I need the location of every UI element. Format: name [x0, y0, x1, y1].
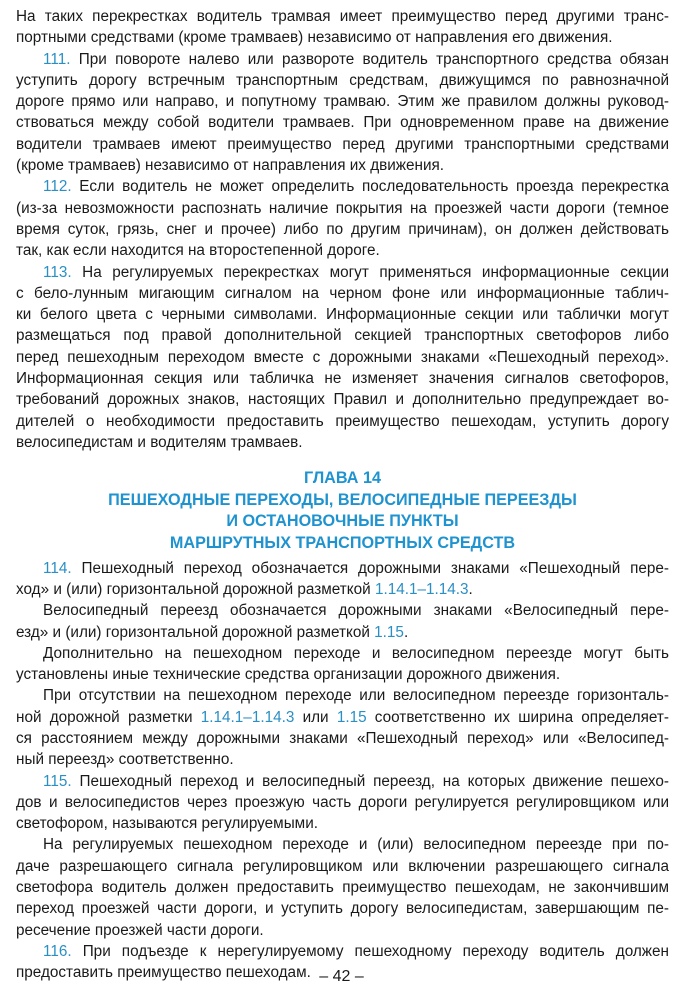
line-text: перед пешеходным переходом вместе с дорожными знаками «Пешеходный переход». — [16, 348, 669, 366]
line-text: . — [403, 623, 409, 641]
text-line — [16, 898, 669, 919]
paragraph — [16, 685, 669, 770]
text-line — [16, 792, 669, 813]
paragraph — [16, 600, 669, 643]
text-line — [16, 558, 669, 579]
text-line — [16, 877, 669, 898]
line-text: Если водитель не может определить последовательность проезда перекрестка — [71, 178, 669, 196]
line-text: ход» и (или) горизонтальной дорожной разметкой — [16, 580, 375, 598]
clause-number: 112. — [43, 178, 72, 196]
chapter-heading — [16, 468, 669, 554]
text-line — [16, 176, 669, 197]
text-line — [16, 856, 669, 877]
line-text: На таких перекрестках водитель трамвая имеет преимущество перед другими транс- — [16, 8, 669, 25]
line-text: светофора водитель должен предоставить преимущество пешеходам, не закончившим — [16, 879, 669, 897]
text-line — [16, 91, 669, 112]
line-text: уступить дорогу встречным транспортным средствам, движущимся по равнозначной — [16, 71, 669, 89]
text-line — [16, 198, 669, 219]
line-text: Пешеходный переход обозначается дорожными знаками «Пешеходный пере- — [71, 559, 669, 577]
document-page — [16, 6, 669, 984]
paragraph — [16, 176, 669, 261]
chapter-heading-line: ГЛАВА 14 — [304, 469, 381, 488]
line-text: даче разрешающего сигнала регулировщиком или включении разрешающего сигнала — [16, 857, 669, 875]
text-line — [16, 49, 669, 70]
text-line — [16, 304, 669, 325]
line-text: светофором, называются регулируемыми. — [16, 815, 318, 833]
line-text: (кроме трамваев) независимо от направления их движения. — [16, 157, 445, 175]
line-text: (из-за невозможности распознать наличие покрытия на проезжей части дороги (темное — [16, 199, 669, 217]
clause-number: 116. — [43, 942, 72, 960]
line-text: требований дорожных знаков, настоящих Правил и дополнительно предупреждает во- — [16, 391, 669, 409]
line-text: ся расстоянием между дорожными знаками «Пешеходный переход» или «Велосипед- — [16, 729, 669, 747]
text-line — [16, 728, 669, 749]
line-text: дороге прямо или направо, и попутному трамваю. Этим же правилом должны руковод- — [16, 93, 669, 111]
chapter-heading-line: ПЕШЕХОДНЫЕ ПЕРЕХОДЫ, ВЕЛОСИПЕДНЫЕ ПЕРЕЕЗДЫ — [108, 490, 577, 509]
line-text: При отсутствии на пешеходном переходе или велосипедном переезде горизонталь- — [43, 687, 669, 705]
paragraph — [16, 834, 669, 940]
line-text: так, как если находится на второстепенной дороге. — [16, 242, 380, 260]
text-line — [16, 240, 669, 261]
text-line — [16, 283, 669, 304]
line-text: Дополнительно на пешеходном переходе и велосипедном переезде могут быть — [43, 644, 669, 662]
chapter-heading-line: МАРШРУТНЫХ ТРАНСПОРТНЫХ СРЕДСТВ — [169, 534, 516, 553]
line-text: предоставить преимущество пешеходам. — [16, 964, 311, 982]
line-text: Велосипедный переезд обозначается дорожными знаками «Велосипедный пере- — [43, 602, 669, 620]
line-text: Информационная секция или табличка не изменяет значения сигналов светофоров, — [16, 370, 669, 388]
clause-number: 115. — [43, 772, 72, 790]
line-text: езд» и (или) горизонтальной дорожной разметкой — [16, 623, 375, 641]
line-text: портными средствами (кроме трамваев) независимо от направления его движения. — [16, 29, 613, 47]
line-text: При подъезде к нерегулируемому пешеходному переходу водитель должен — [71, 942, 669, 960]
line-text: с бело-лунным мигающим сигналом на черном фоне или информационные таблич- — [16, 284, 669, 302]
text-line — [16, 771, 669, 792]
paragraph — [16, 6, 669, 49]
line-text: водители трамваев имеют преимущество перед другими транспортными средствами — [16, 135, 669, 153]
line-text: размещаться под правой дополнительной секцией транспортных светофоров либо — [16, 327, 669, 345]
text-line — [16, 643, 669, 664]
line-text: дов и велосипедистов через проезжую часть дороги регулируется регулировщиком или — [16, 793, 669, 811]
paragraph — [16, 558, 669, 601]
line-text: велосипедистам и водителям трамваев. — [16, 433, 303, 451]
text-line — [16, 155, 669, 176]
line-text: ный переезд» соответственно. — [16, 751, 234, 769]
text-line — [16, 411, 669, 432]
line-text: дителей о необходимости предоставить преимущество пешеходам, уступить дорогу — [16, 412, 669, 430]
text-line — [16, 6, 669, 27]
line-text: ной дорожной разметки — [16, 708, 201, 726]
clause-number: 113. — [43, 263, 72, 281]
text-line — [16, 707, 669, 728]
line-text: ствоваться между собой водители трамваев. При одновременном праве на движение — [16, 114, 669, 132]
line-text: переход проезжей части дороги, и уступить дорогу велосипедистам, завершающим пе- — [16, 900, 669, 918]
text-line — [16, 27, 669, 48]
text-line — [16, 664, 669, 685]
clause-number: 111. — [43, 50, 71, 68]
text-line — [16, 325, 669, 346]
text-line — [16, 813, 669, 834]
text-line — [16, 389, 669, 410]
line-text: или — [294, 708, 337, 726]
text-line — [16, 622, 669, 643]
paragraph — [16, 262, 669, 454]
text-line — [16, 368, 669, 389]
line-text: . — [468, 580, 473, 598]
marking-reference: 1.14.1–1.14.3 — [374, 580, 469, 598]
chapter-heading-line: И ОСТАНОВОЧНЫЕ ПУНКТЫ — [226, 512, 459, 531]
line-text: ресечение проезжей части дороги. — [16, 921, 264, 939]
text-line — [16, 134, 669, 155]
text-line — [16, 112, 669, 133]
text-line — [16, 432, 669, 453]
line-text: Пешеходный переход и велосипедный переезд, на которых движение пешехо- — [71, 772, 669, 790]
marking-reference: 1.15 — [374, 623, 404, 641]
text-line — [16, 600, 669, 621]
line-text: На регулируемых пешеходном переходе и (или) велосипедном переезде при по- — [43, 836, 669, 854]
line-text: соответственно их ширина определяет- — [366, 708, 669, 726]
paragraph — [16, 49, 669, 177]
text-line — [16, 219, 669, 240]
text-line — [16, 347, 669, 368]
line-text: На регулируемых перекрестках могут применяться информационные секции — [71, 263, 669, 281]
text-line — [16, 262, 669, 283]
clause-number: 114. — [43, 559, 72, 577]
text-line — [16, 941, 669, 962]
line-text: установлены иные технические средства организации дорожного движения. — [16, 666, 561, 684]
paragraph — [16, 643, 669, 686]
text-line — [16, 685, 669, 706]
page-number: – 42 – — [319, 968, 364, 985]
paragraph — [16, 771, 669, 835]
marking-reference: 1.15 — [336, 708, 367, 726]
line-text: При повороте налево или развороте водитель транспортного средства обязан — [70, 50, 669, 68]
text-line — [16, 749, 669, 770]
line-text: время суток, грязь, снег и прочее) либо по другим причинам), он должен действовать — [16, 220, 669, 238]
text-line — [16, 70, 669, 91]
text-line — [16, 920, 669, 941]
line-text: ки белого цвета с черными символами. Информационные секции или таблички могут — [16, 306, 669, 324]
marking-reference: 1.14.1–1.14.3 — [200, 708, 295, 726]
text-line — [16, 834, 669, 855]
text-line — [16, 579, 669, 600]
